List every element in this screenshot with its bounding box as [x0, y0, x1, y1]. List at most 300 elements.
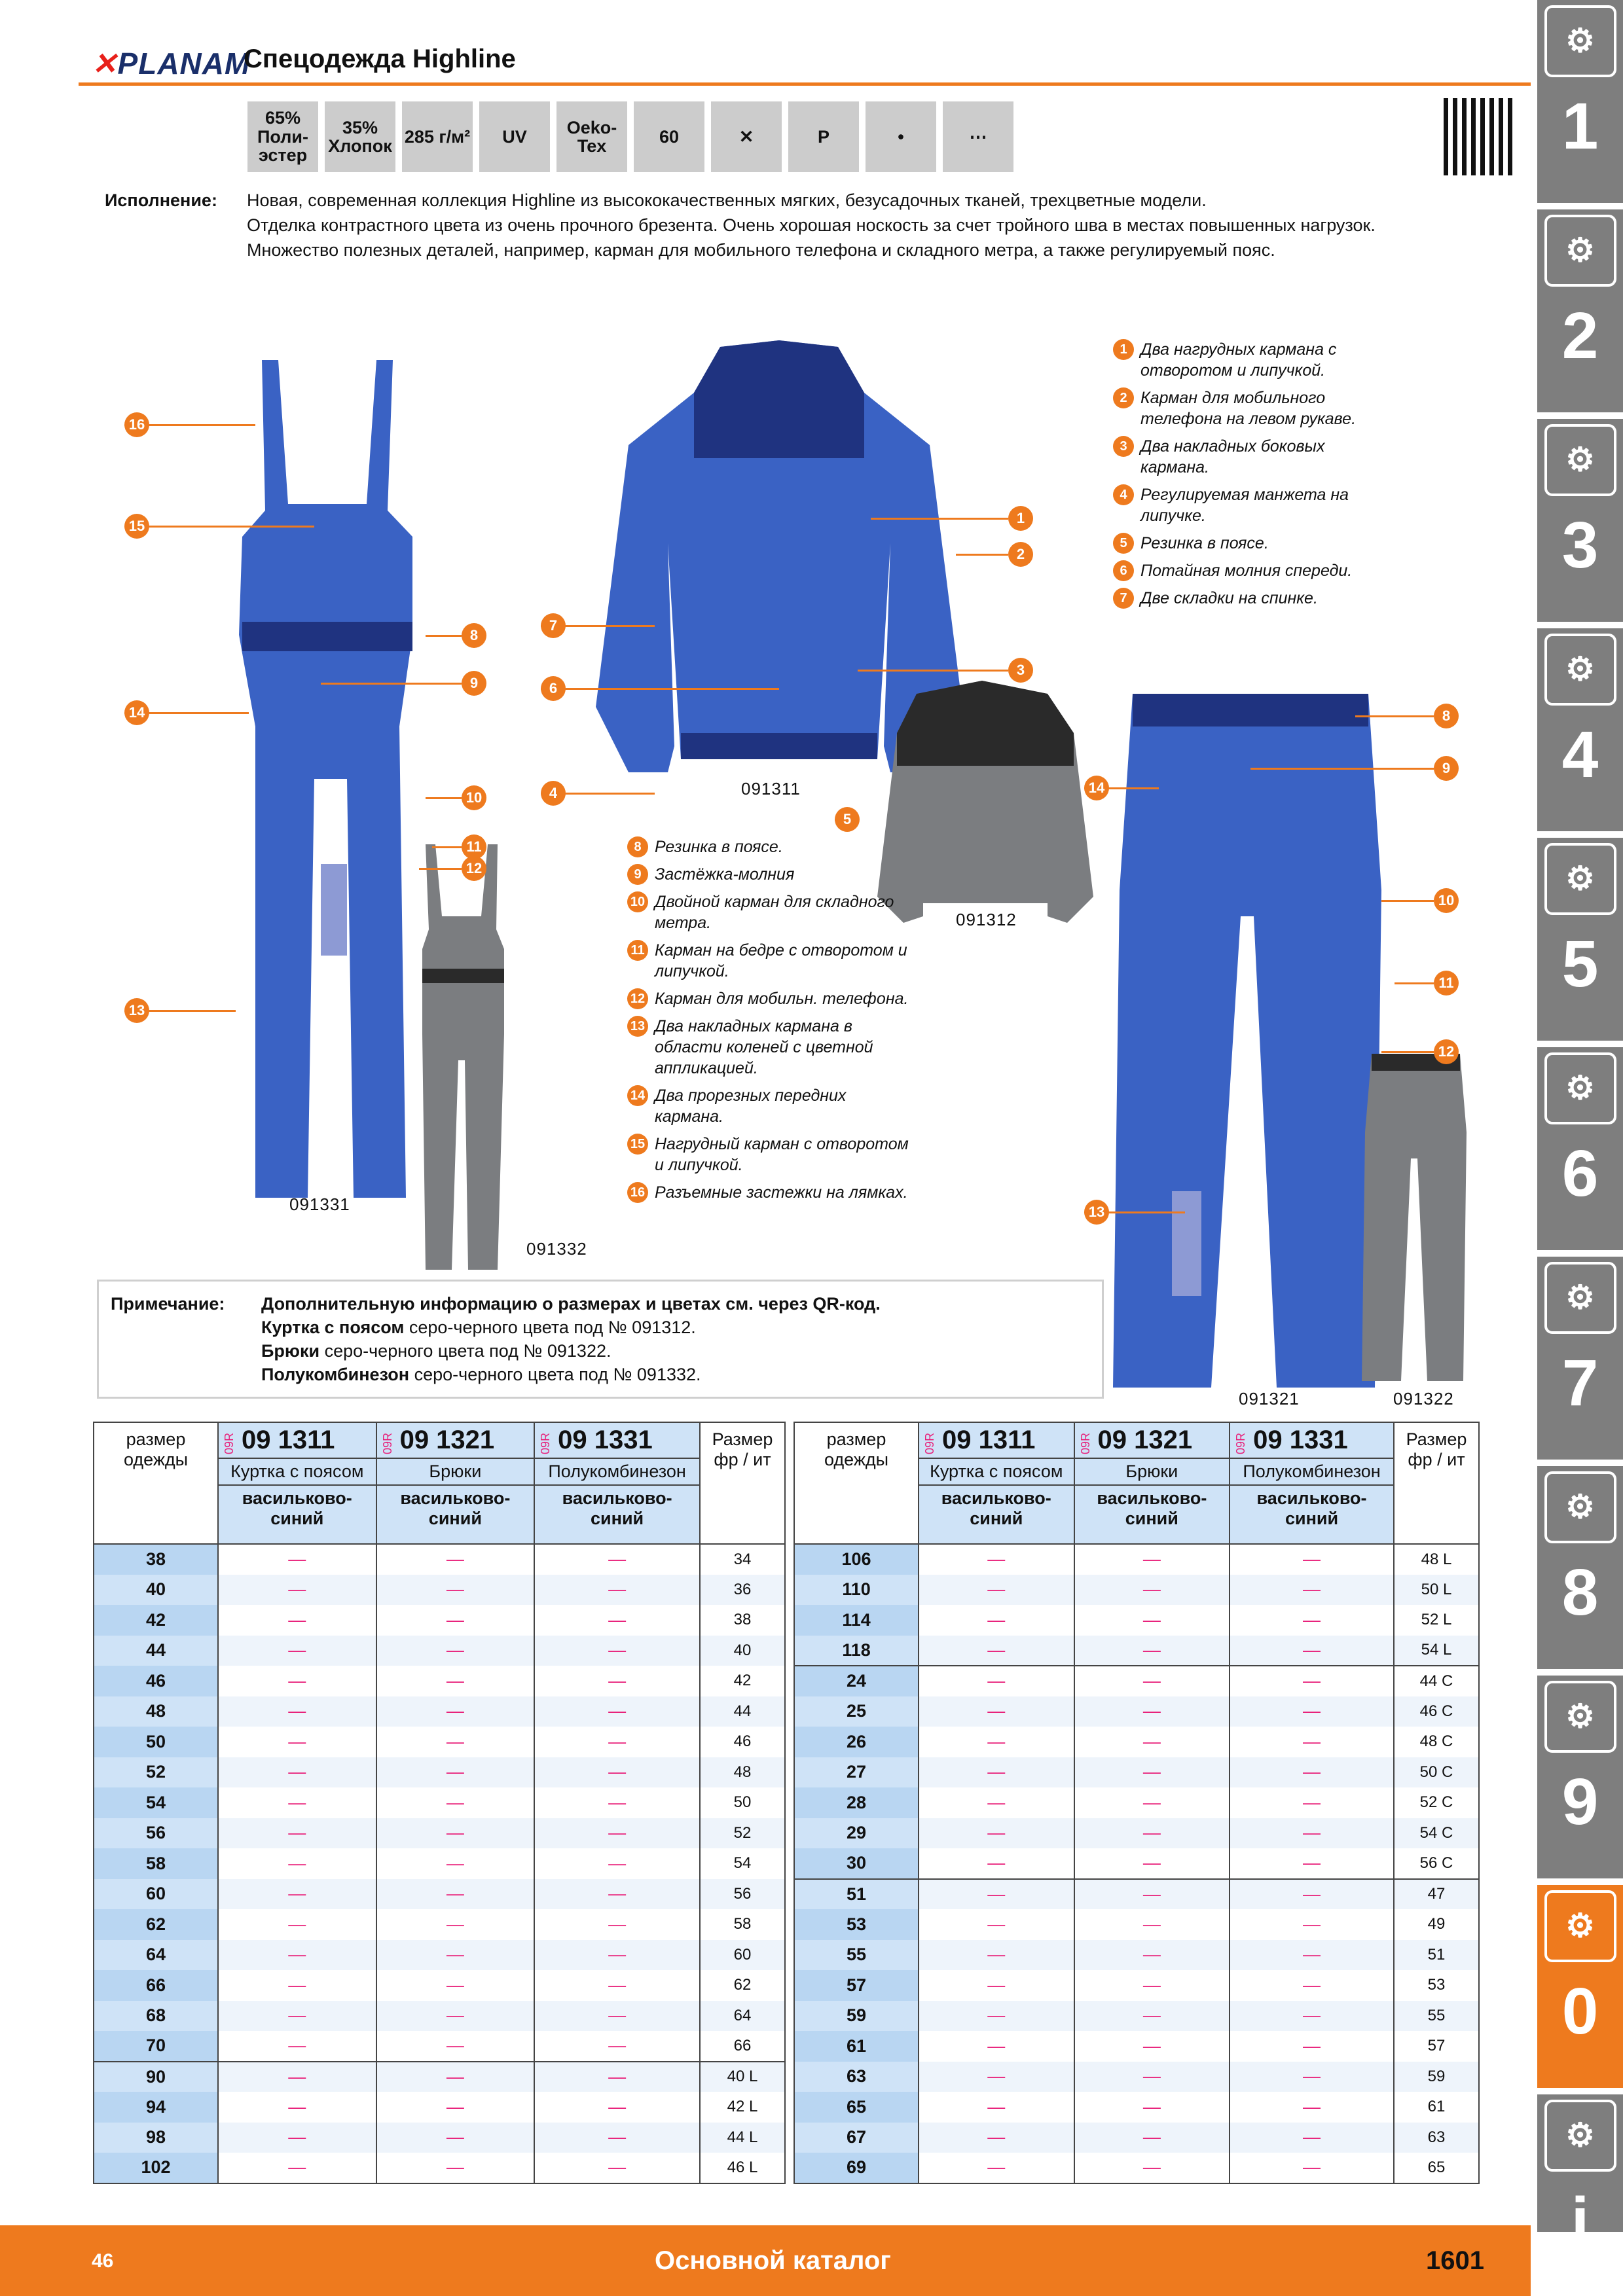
feature-item: [627, 988, 909, 1009]
feature-text: Разъемные застежки на лямках.: [655, 1183, 908, 1202]
size-cell: 50: [94, 1727, 218, 1757]
availability-cell: —: [218, 1696, 376, 1727]
table-row: [94, 1575, 785, 1605]
product-number-header: 09R 09 1311: [919, 1422, 1074, 1458]
availability-cell: —: [1230, 1696, 1394, 1727]
callout-marker: 13: [124, 998, 149, 1023]
trousers-grey-photo: [1362, 1054, 1467, 1381]
fr-size-cell: 47: [1394, 1879, 1479, 1910]
callout-marker: 1: [1008, 506, 1033, 531]
fr-size-cell: 57: [1394, 2031, 1479, 2062]
feature-item: [1113, 560, 1375, 581]
table-row: [94, 1787, 785, 1818]
description-line: Отделка контрастного цвета из очень прочного брезента. Очень хорошая носкость за счет тройного шва в местах повышенных нагрузок.: [247, 215, 1376, 235]
table-row: [94, 1696, 785, 1727]
chapter-number: 6: [1561, 1137, 1599, 1210]
feature-text: Два накладных боковых кармана.: [1140, 437, 1325, 476]
table-row: [794, 1544, 1479, 1575]
size-cell: 60: [94, 1879, 218, 1910]
availability-cell: —: [218, 1909, 376, 1940]
availability-cell: —: [1074, 1575, 1230, 1605]
table-row: [94, 1848, 785, 1879]
availability-cell: —: [534, 1757, 700, 1788]
note-box: [97, 1280, 1104, 1399]
availability-cell: —: [534, 1970, 700, 2001]
fr-size-cell: 48 C: [1394, 1727, 1479, 1757]
availability-cell: —: [534, 2062, 700, 2092]
availability-cell: —: [376, 1727, 535, 1757]
table-row: [794, 2092, 1479, 2123]
feature-item: [1113, 533, 1375, 554]
size-cell: 118: [794, 1636, 919, 1666]
chapter-number: 7: [1561, 1346, 1599, 1420]
callout-marker: 13: [1084, 1200, 1109, 1225]
size-cell: 70: [94, 2031, 218, 2062]
availability-cell: —: [919, 1575, 1074, 1605]
polyester-icon: 65% Поли-эстер: [247, 101, 318, 172]
size-cell: 68: [94, 2001, 218, 2032]
availability-cell: —: [218, 1636, 376, 1666]
safety-icon: ⚙: [1544, 1890, 1616, 1962]
fr-size-cell: 66: [700, 2031, 785, 2062]
size-cell: 56: [94, 1818, 218, 1849]
availability-cell: —: [534, 2153, 700, 2183]
chapter-number: 8: [1561, 1556, 1599, 1629]
availability-cell: —: [919, 2123, 1074, 2153]
fr-size-cell: 59: [1394, 2062, 1479, 2092]
table-row: [794, 1605, 1479, 1636]
product-name-header: Куртка с поясом: [218, 1458, 376, 1485]
feature-item: [627, 836, 909, 857]
availability-cell: —: [1074, 2062, 1230, 2092]
feature-item: [1113, 484, 1375, 526]
product-number-header: 09R 09 1331: [534, 1422, 700, 1458]
chapter-number: 9: [1561, 1765, 1599, 1839]
table-row: [794, 1818, 1479, 1849]
availability-cell: —: [218, 2001, 376, 2032]
availability-cell: —: [919, 1940, 1074, 1971]
product-name-header: Брюки: [376, 1458, 535, 1485]
size-cell: 90: [94, 2062, 218, 2092]
table-row: [94, 1544, 785, 1575]
feature-text: Застёжка-молния: [655, 865, 795, 884]
availability-cell: —: [1074, 2123, 1230, 2153]
availability-cell: —: [1074, 2001, 1230, 2032]
availability-cell: —: [919, 2062, 1074, 2092]
table-row: [94, 2031, 785, 2062]
availability-cell: —: [218, 1787, 376, 1818]
availability-cell: —: [534, 1879, 700, 1910]
availability-cell: —: [919, 1666, 1074, 1696]
fr-size-cell: 63: [1394, 2123, 1479, 2153]
availability-cell: —: [919, 2092, 1074, 2123]
product-color-header: васильково-синий: [376, 1485, 535, 1544]
table-row: [94, 1970, 785, 2001]
callout-marker: 16: [124, 412, 149, 437]
size-cell: 63: [794, 2062, 919, 2092]
availability-cell: —: [376, 1636, 535, 1666]
feature-number-badge: 14: [627, 1085, 648, 1106]
callout-marker: 15: [124, 514, 149, 539]
feature-number-badge: 3: [1113, 436, 1134, 457]
table-row: [794, 1636, 1479, 1666]
chuck-icon: ⚙: [1544, 424, 1616, 496]
size-cell: 57: [794, 1970, 919, 2001]
callout-line: [1250, 768, 1434, 770]
feature-item: [627, 891, 909, 933]
size-cell: 40: [94, 1575, 218, 1605]
chapter-sidebar: [1531, 0, 1623, 2296]
availability-cell: —: [919, 2001, 1074, 2032]
availability-cell: —: [218, 1727, 376, 1757]
availability-cell: —: [1230, 1909, 1394, 1940]
size-cell: 44: [94, 1636, 218, 1666]
article-number: 091332: [526, 1239, 587, 1259]
callout-marker: 4: [541, 781, 566, 806]
availability-cell: —: [534, 1605, 700, 1636]
feature-item: [1113, 436, 1375, 478]
availability-cell: —: [218, 1879, 376, 1910]
workbench-icon: ⚙: [1544, 1471, 1616, 1543]
size-cell: 46: [94, 1666, 218, 1696]
header-divider: [79, 82, 1539, 86]
availability-cell: —: [534, 2123, 700, 2153]
fr-size-cell: 36: [700, 1575, 785, 1605]
fr-size-cell: 62: [700, 1970, 785, 2001]
article-number: 091331: [289, 1194, 350, 1214]
feature-text: Резинка в поясе.: [655, 838, 783, 856]
feature-text: Карман на бедре с отворотом и липучкой.: [655, 941, 907, 980]
product-color-header: васильково-синий: [1074, 1485, 1230, 1544]
feature-number-badge: 11: [627, 940, 648, 961]
callout-marker: 10: [462, 785, 486, 810]
callout-line: [419, 868, 462, 870]
chapter-tab-8[interactable]: [1537, 1466, 1623, 1669]
fr-size-cell: 48 L: [1394, 1544, 1479, 1575]
fr-size-cell: 40 L: [700, 2062, 785, 2092]
size-cell: 67: [794, 2123, 919, 2153]
size-cell: 58: [94, 1848, 218, 1879]
availability-cell: —: [534, 2001, 700, 2032]
feature-number-badge: 6: [1113, 560, 1134, 581]
availability-cell: —: [919, 1818, 1074, 1849]
availability-cell: —: [1074, 1818, 1230, 1849]
feature-text: Потайная молния спереди.: [1140, 562, 1353, 580]
callout-line: [321, 683, 462, 685]
callout-marker: 14: [1084, 776, 1109, 800]
availability-cell: —: [1230, 1818, 1394, 1849]
availability-cell: —: [1074, 1879, 1230, 1910]
callout-line: [1381, 1051, 1434, 1053]
product-name-header: Брюки: [1074, 1458, 1230, 1485]
availability-cell: —: [1230, 1666, 1394, 1696]
callout-line: [1381, 900, 1434, 902]
description: [105, 188, 1512, 262]
drill-bit-icon: ⚙: [1544, 5, 1616, 77]
size-cell: 110: [794, 1575, 919, 1605]
availability-cell: —: [376, 2153, 535, 2183]
size-cell: 102: [94, 2153, 218, 2183]
availability-cell: —: [919, 1696, 1074, 1727]
fr-size-cell: 52: [700, 1818, 785, 1849]
availability-cell: —: [1074, 1727, 1230, 1757]
feature-number-badge: 12: [627, 988, 648, 1009]
care-icons: [247, 101, 1013, 172]
availability-cell: —: [919, 1787, 1074, 1818]
availability-cell: —: [1230, 1636, 1394, 1666]
availability-cell: —: [534, 1940, 700, 1971]
chapter-tab-6[interactable]: [1537, 1047, 1623, 1250]
feature-number-badge: 4: [1113, 484, 1134, 505]
availability-cell: —: [1230, 1544, 1394, 1575]
availability-cell: —: [1074, 2153, 1230, 2183]
availability-cell: —: [919, 1909, 1074, 1940]
product-color-header: васильково-синий: [534, 1485, 700, 1544]
size-cell: 59: [794, 2001, 919, 2032]
catalog-code: 1601: [1426, 2246, 1484, 2275]
availability-cell: —: [1230, 2001, 1394, 2032]
feature-item: [1113, 387, 1375, 429]
size-cell: 69: [794, 2153, 919, 2183]
footer: [0, 2225, 1531, 2296]
chapter-tab-9[interactable]: [1537, 1676, 1623, 1878]
feature-number-badge: 9: [627, 864, 648, 885]
article-number: 091322: [1393, 1389, 1454, 1408]
availability-cell: —: [1074, 1544, 1230, 1575]
product-name-header: Полукомбинезон: [534, 1458, 700, 1485]
feature-number-badge: 16: [627, 1182, 648, 1203]
table-row: [794, 1757, 1479, 1788]
feature-text: Два прорезных передних кармана.: [655, 1086, 847, 1126]
availability-cell: —: [534, 1636, 700, 1666]
product-color-header: васильково-синий: [218, 1485, 376, 1544]
wrench-icon: ⚙: [1544, 1052, 1616, 1124]
feature-item: [627, 1134, 909, 1175]
qr-code-icon[interactable]: [1444, 98, 1517, 175]
feature-item: [627, 1182, 909, 1203]
availability-cell: —: [1074, 1909, 1230, 1940]
availability-cell: —: [218, 2031, 376, 2062]
fr-size-cell: 48: [700, 1757, 785, 1788]
feature-number-badge: 5: [1113, 533, 1134, 554]
fr-size-cell: 54 C: [1394, 1818, 1479, 1849]
dry-clean-p-icon: P: [788, 101, 859, 172]
table-row: [794, 1970, 1479, 2001]
availability-cell: —: [534, 1818, 700, 1849]
callout-marker: 8: [1434, 704, 1459, 728]
wash-60-icon: 60: [634, 101, 704, 172]
table-row: [794, 2062, 1479, 2092]
note-line: Брюки серо-черного цвета под № 091322.: [261, 1341, 611, 1361]
product-name-header: Полукомбинезон: [1230, 1458, 1394, 1485]
product-number-header: 09R 09 1331: [1230, 1422, 1394, 1458]
no-bleach-icon: ✕: [711, 101, 782, 172]
fr-size-cell: 50: [700, 1787, 785, 1818]
availability-cell: —: [1230, 1605, 1394, 1636]
oeko-tex-icon: Oeko-Tex: [556, 101, 627, 172]
availability-cell: —: [376, 1666, 535, 1696]
availability-cell: —: [1230, 2123, 1394, 2153]
fr-size-cell: 50 L: [1394, 1575, 1479, 1605]
size-cell: 54: [94, 1787, 218, 1818]
availability-cell: —: [919, 1879, 1074, 1910]
feature-text: Двойной карман для складного метра.: [655, 893, 894, 932]
table-row: [794, 1879, 1479, 1910]
availability-cell: —: [919, 1848, 1074, 1879]
availability-cell: —: [376, 1970, 535, 2001]
feature-text: Карман для мобильного телефона на левом рукаве.: [1140, 389, 1357, 428]
feature-item: [627, 1085, 909, 1127]
callout-marker: 12: [462, 856, 486, 881]
feature-text: Два нагрудных кармана с отворотом и липучкой.: [1140, 340, 1337, 380]
fr-size-cell: 61: [1394, 2092, 1479, 2123]
table-row: [794, 1940, 1479, 1971]
availability-cell: —: [218, 1544, 376, 1575]
availability-cell: —: [919, 1757, 1074, 1788]
callout-marker: 3: [1008, 658, 1033, 683]
availability-cell: —: [1230, 1970, 1394, 2001]
table-row: [794, 1848, 1479, 1879]
chapter-tab-i[interactable]: [1537, 2094, 1623, 2257]
chapter-tab-2[interactable]: [1537, 209, 1623, 412]
cotton-icon: 35% Хлопок: [325, 101, 395, 172]
chapter-number: 3: [1561, 509, 1599, 582]
iron-icon: ⋯: [943, 101, 1013, 172]
note-line: Дополнительную информацию о размерах и цветах см. через QR-код.: [261, 1294, 881, 1314]
availability-cell: —: [218, 1605, 376, 1636]
callout-marker: 12: [1434, 1039, 1459, 1064]
table-row: [94, 1636, 785, 1666]
feature-item: [627, 940, 909, 982]
table-row: [94, 2123, 785, 2153]
table-row: [794, 1727, 1479, 1757]
callout-line: [858, 670, 1008, 672]
size-cell: 66: [94, 1970, 218, 2001]
size-column-header: размер одежды: [794, 1422, 919, 1544]
callout-marker: 8: [462, 623, 486, 648]
fr-size-cell: 52 C: [1394, 1787, 1479, 1818]
fr-size-cell: 46 C: [1394, 1696, 1479, 1727]
feature-number-badge: 10: [627, 891, 648, 912]
fr-size-column-header: Размер фр / ит: [700, 1422, 785, 1544]
table-row: [94, 2092, 785, 2123]
callout-marker: 9: [1434, 756, 1459, 781]
table-row: [794, 2153, 1479, 2183]
availability-cell: —: [1230, 1848, 1394, 1879]
feature-number-badge: 15: [627, 1134, 648, 1155]
table-row: [94, 2062, 785, 2092]
availability-cell: —: [1230, 1879, 1394, 1910]
availability-cell: —: [218, 1848, 376, 1879]
fr-size-cell: 44 L: [700, 2123, 785, 2153]
fr-size-cell: 50 C: [1394, 1757, 1479, 1788]
chapter-tab-4[interactable]: [1537, 628, 1623, 831]
feature-number-badge: 2: [1113, 387, 1134, 408]
header: [92, 41, 1532, 86]
table-row: [94, 1909, 785, 1940]
availability-cell: —: [1074, 1787, 1230, 1818]
chapter-tab-0[interactable]: [1537, 1885, 1623, 2088]
table-row: [94, 1727, 785, 1757]
availability-cell: —: [218, 1575, 376, 1605]
size-cell: 24: [794, 1666, 919, 1696]
availability-cell: —: [1074, 2031, 1230, 2062]
catalog-title: Основной каталог: [655, 2246, 891, 2275]
chapter-tab-3[interactable]: [1537, 419, 1623, 622]
availability-cell: —: [218, 1818, 376, 1849]
info-icon: ⚙: [1544, 2100, 1616, 2172]
availability-cell: —: [534, 1696, 700, 1727]
availability-cell: —: [534, 1666, 700, 1696]
features-list-middle: [627, 836, 909, 1210]
table-row: [94, 1666, 785, 1696]
size-cell: 98: [94, 2123, 218, 2153]
page-number: 46: [92, 2250, 114, 2272]
fr-size-cell: 55: [1394, 2001, 1479, 2032]
feature-item: [1113, 588, 1375, 609]
availability-cell: —: [1074, 1848, 1230, 1879]
availability-cell: —: [1074, 1666, 1230, 1696]
availability-cell: —: [1074, 1757, 1230, 1788]
availability-cell: —: [376, 2123, 535, 2153]
fr-size-cell: 53: [1394, 1970, 1479, 2001]
pliers-icon: ⚙: [1544, 1262, 1616, 1334]
availability-cell: —: [1074, 1636, 1230, 1666]
size-cell: 38: [94, 1544, 218, 1575]
feature-number-badge: 8: [627, 836, 648, 857]
uv-icon: UV: [479, 101, 550, 172]
availability-cell: —: [1230, 2153, 1394, 2183]
table-row: [794, 1909, 1479, 1940]
feature-number-badge: 13: [627, 1016, 648, 1037]
table-row: [794, 2001, 1479, 2032]
availability-cell: —: [1074, 1940, 1230, 1971]
size-column-header: размер одежды: [94, 1422, 218, 1544]
feature-text: Нагрудный карман с отворотом и липучкой.: [655, 1135, 909, 1174]
feature-text: Карман для мобильн. телефона.: [655, 990, 909, 1008]
size-cell: 28: [794, 1787, 919, 1818]
availability-cell: —: [534, 2092, 700, 2123]
availability-cell: —: [534, 1787, 700, 1818]
callout-marker: 2: [1008, 542, 1033, 567]
product-number-header: 09R 09 1311: [218, 1422, 376, 1458]
product-color-header: васильково-синий: [1230, 1485, 1394, 1544]
fr-size-cell: 52 L: [1394, 1605, 1479, 1636]
availability-cell: —: [376, 2031, 535, 2062]
page-title: Спецодежда Highline: [244, 45, 516, 73]
size-cell: 52: [94, 1757, 218, 1788]
availability-cell: —: [376, 2001, 535, 2032]
availability-cell: —: [919, 1636, 1074, 1666]
table-row: [94, 1605, 785, 1636]
availability-cell: —: [1074, 1605, 1230, 1636]
article-number: 091321: [1239, 1389, 1300, 1408]
size-cell: 30: [794, 1848, 919, 1879]
chapter-tab-7[interactable]: [1537, 1257, 1623, 1460]
chapter-number: 2: [1561, 299, 1599, 372]
availability-cell: —: [376, 1605, 535, 1636]
size-cell: 53: [794, 1909, 919, 1940]
chapter-tab-1[interactable]: [1537, 0, 1623, 203]
availability-cell: —: [218, 1757, 376, 1788]
chapter-tab-5[interactable]: [1537, 838, 1623, 1041]
fr-size-cell: 44 C: [1394, 1666, 1479, 1696]
article-number: 091311: [741, 779, 801, 798]
feature-number-badge: 7: [1113, 588, 1134, 609]
size-cell: 62: [94, 1909, 218, 1940]
fr-size-cell: 56 C: [1394, 1848, 1479, 1879]
size-table-left: [93, 1422, 786, 2184]
